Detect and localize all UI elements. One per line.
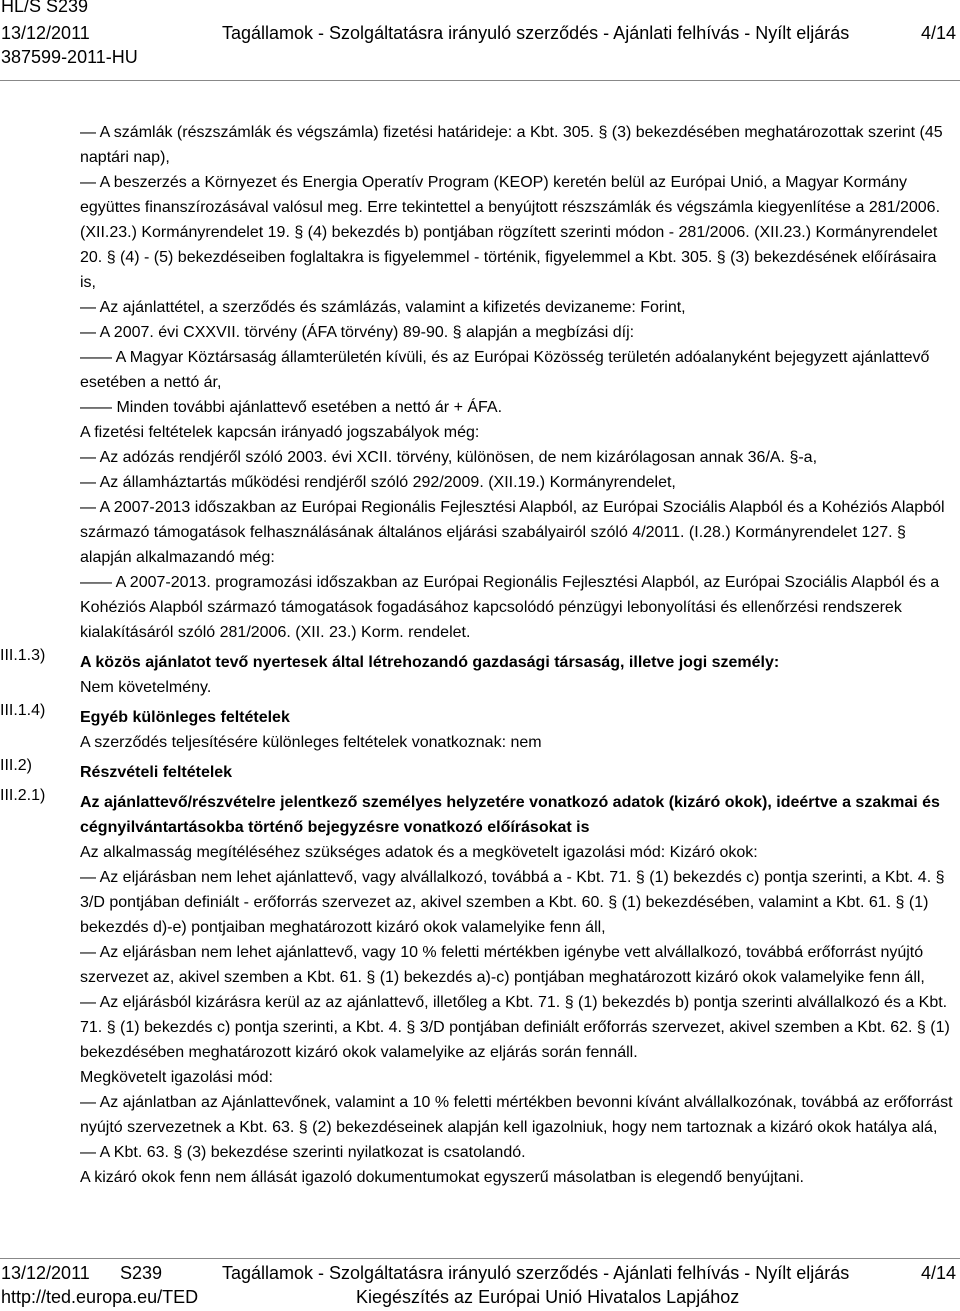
- page-footer: [0, 1253, 960, 1311]
- paragraph: ― Az államháztartás működési rendjéről szóló 292/2009. (XII.19.) Kormányrendelet,: [80, 474, 676, 491]
- section-heading-special-conditions: Egyéb különleges feltételek: [80, 709, 290, 726]
- footer-url-link[interactable]: http://ted.europa.eu/TED: [1, 1287, 199, 1307]
- paragraph: ― Az ajánlatban az Ajánlattevőnek, valamint a 10 % feletti mértékben bevonni kívánt alvállalkozónak, továbbá az erőforrást nyújtó szervezetnek a Kbt. 63. § (2) bekezdéseinek alapján kell igazolniuk, hogy nem tartoznak a kizáró okok hatálya alá,: [80, 1094, 953, 1136]
- paragraph: ―― A 2007-2013. programozási időszakban az Európai Regionális Fejlesztési Alapból, az Európai Szociális Alapból és a Kohéziós Alapból származó támogatások fogadásához kapcsolódó pénzügyi lebonyolítási és ellenőrzési rendszerek kialakításáról szóló 281/2006. (XII. 23.) Korm. rendelet.: [80, 574, 940, 641]
- section-heading-personal-situation: Az ajánlattevő/részvételre jelentkező személyes helyzetére vonatkozó adatok (kizáró okok), ideértve a szakmai és cégnyilvántartásokba történő bejegyzésre vonatkozó előírásokat is: [80, 794, 940, 836]
- paragraph: A szerződés teljesítésére különleges feltételek vonatkoznak: nem: [80, 734, 542, 751]
- paragraph: ― Az ajánlattétel, a szerződés és számlázás, valamint a kifizetés devizaneme: Forint,: [80, 299, 686, 316]
- paragraph: ―― Minden további ajánlattevő esetében a nettó ár + ÁFA.: [80, 399, 503, 416]
- footer-supplement: Kiegészítés az Európai Unió Hivatalos Lapjához: [356, 1287, 740, 1307]
- header-page-number: 4/14: [920, 23, 956, 43]
- footer-issue: S239: [120, 1263, 163, 1283]
- paragraph: Megkövetelt igazolási mód:: [80, 1069, 273, 1086]
- paragraph: ― A 2007-2013 időszakban az Európai Regionális Fejlesztési Alapból, az Európai Szociális Alapból és a Kohéziós Alapból származó támogatások felhasználásának általános eljárási szabályairól szóló 4/2011. (I.28.) Kormányrendelet 127. § alapján alkalmazandó még:: [80, 499, 945, 566]
- footer-page-number: 4/14: [920, 1263, 956, 1283]
- paragraph: Nem követelmény.: [80, 679, 212, 696]
- paragraph: A kizáró okok fenn nem állását igazoló dokumentumokat egyszerű másolatban is elegendő benyújtani.: [80, 1169, 804, 1186]
- paragraph: ― A Kbt. 63. § (3) bekezdése szerinti nyilatkozat is csatolandó.: [80, 1144, 526, 1161]
- footer-divider: [0, 1258, 960, 1259]
- section-number-III-2-1: III.2.1): [0, 787, 46, 804]
- paragraph: ―― A Magyar Köztársaság államterületén kívüli, és az Európai Közösség területén adóalanyként bejegyzett ajánlattevő esetében a nettó ár,: [80, 349, 930, 391]
- doc-id: HL/S S239: [1, 0, 89, 16]
- section-number-III-2: III.2): [0, 757, 33, 774]
- footer-title: Tagállamok - Szolgáltatásra irányuló szerződés - Ajánlati felhívás - Nyílt eljárás: [222, 1263, 850, 1283]
- footer-date: 13/12/2011: [1, 1263, 90, 1283]
- paragraph: ― Az eljárásból kizárásra kerül az az ajánlattevő, illetőleg a Kbt. 71. § (1) bekezdés b) pontja szerinti alvállalkozó és a Kbt. 71. § (1) bekezdés c) pontja szerinti, a Kbt. 4. § 3/D pontjában definiált erőforrás szervezet, akivel szemben a Kbt. 62. § (1) bekezdésében meghatározott kizáró okok valamelyike az eljárás során fennáll.: [80, 994, 950, 1061]
- section-number-III-1-4: III.1.4): [0, 702, 46, 719]
- section-number-III-1-3: III.1.3): [0, 647, 46, 664]
- page-header: [0, 0, 960, 86]
- paragraph: ― A beszerzés a Környezet és Energia Operatív Program (KEOP) keretén belül az Európai Unió, a Magyar Kormány együttes finanszírozásával valósul meg. Erre tekintettel a benyújtott részszámlák és végszámla kiegyenlítése a 281/2006. (XII.23.) Kormányrendelet 19. § (4) bekezdés b) pontjában rögzített szerinti módon - 281/2006. (XII.23.) Kormányrendelet 20. § (4) - (5) bekezdéseiben foglaltakra is figyelemmel - történik, figyelemmel a Kbt. 305. § (3) bekezdésének előírásaira is,: [80, 174, 941, 291]
- paragraph: Az alkalmasság megítéléséhez szükséges adatok és a megkövetelt igazolási mód: Kizáró okok:: [80, 844, 758, 861]
- paragraph: ― Az eljárásban nem lehet ajánlattevő, vagy alvállalkozó, továbbá a - Kbt. 71. § (1) bekezdés c) pontja szerinti, a Kbt. 4. § 3/D pontjában definiált - erőforrás szervezet az, akivel szemben a Kbt. 60. § (1) bekezdésében, valamint a Kbt. 61. § (1) bekezdés d)-e) pontjaiban meghatározott kizáró okok valamelyike fenn áll,: [80, 869, 945, 936]
- header-divider: [0, 80, 960, 81]
- paragraph: ― Az eljárásban nem lehet ajánlattevő, vagy 10 % feletti mértékben igénybe vett alvállalkozó, továbbá erőforrást nyújtó szervezet az, akivel szemben a Kbt. 61. § (1) bekezdés a)-c) pontjában meghatározott kizáró okok valamelyike fenn áll,: [80, 944, 925, 986]
- notice-number: 387599-2011-HU: [1, 47, 138, 67]
- paragraph: ― A számlák (részszámlák és végszámla) fizetési határideje: a Kbt. 305. § (3) bekezdésében meghatározottak szerint (45 naptári nap),: [80, 124, 943, 166]
- paragraph: ― A 2007. évi CXXVII. törvény (ÁFA törvény) 89-90. § alapján a megbízási díj:: [80, 324, 635, 341]
- section-heading-joint-bidders: A közös ajánlatot tevő nyertesek által létrehozandó gazdasági társaság, illetve jogi személy:: [80, 654, 780, 671]
- section-heading-participation-conditions: Részvételi feltételek: [80, 764, 233, 781]
- paragraph: A fizetési feltételek kapcsán irányadó jogszabályok még:: [80, 424, 480, 441]
- document-body: [80, 120, 956, 1190]
- header-date: 13/12/2011: [1, 23, 90, 43]
- header-title: Tagállamok - Szolgáltatásra irányuló szerződés - Ajánlati felhívás - Nyílt eljárás: [222, 23, 850, 43]
- paragraph: ― Az adózás rendjéről szóló 2003. évi XCII. törvény, különösen, de nem kizárólagosan annak 36/A. §-a,: [80, 449, 818, 466]
